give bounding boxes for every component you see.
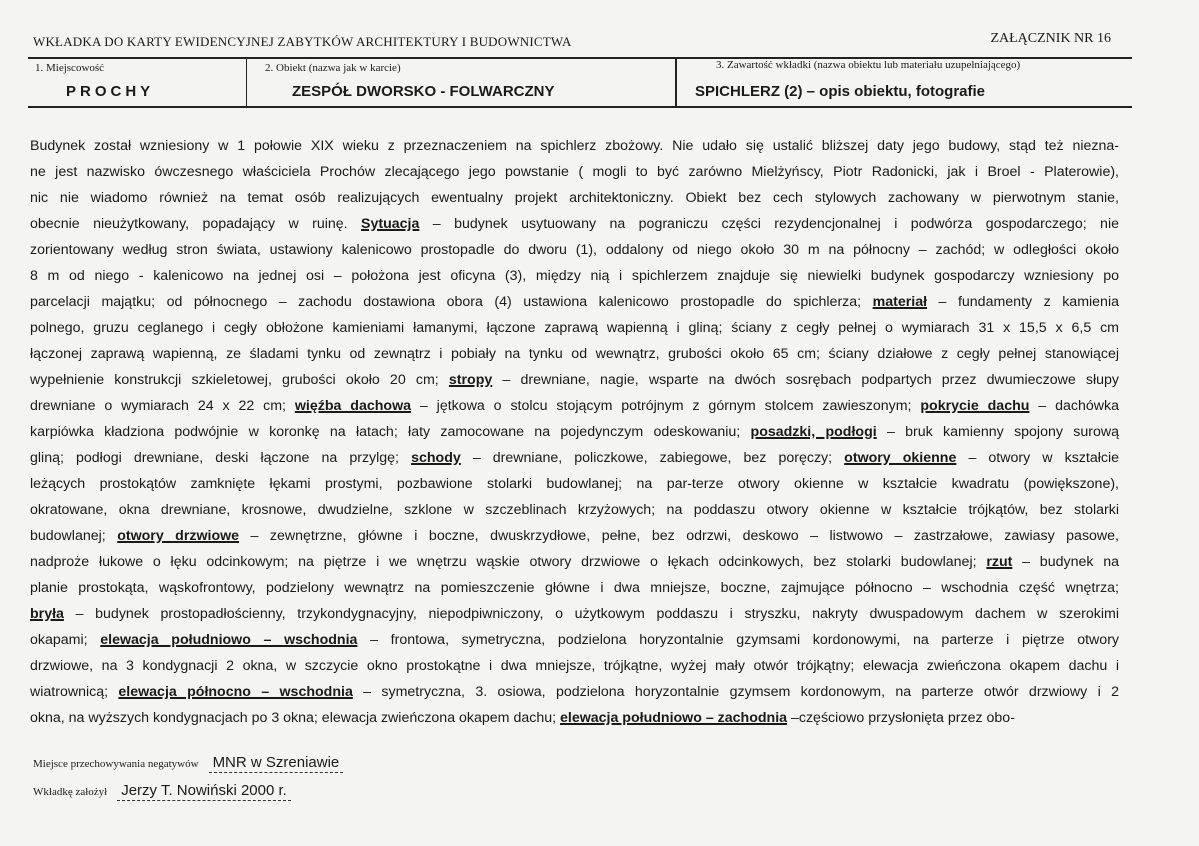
negatives-location-label: Miejsce przechowywania negatywów <box>33 758 199 770</box>
description-text: zorientowany według stron świata, ustawiony kalenicowo prostopadle do dworu (1), oddalony od niego około 30 m na północny – zachód; w odległości około <box>30 242 1119 258</box>
author-value: Jerzy T. Nowiński 2000 r. <box>117 782 291 801</box>
section-keyword: rzut <box>986 554 1013 570</box>
description-line <box>30 393 1119 419</box>
section-keyword: bryła <box>30 606 64 622</box>
description-text: – budynek na <box>1012 554 1120 570</box>
description-line <box>30 159 1119 185</box>
description-text: okna, na wyższych kondygnacjach po 3 okna; elewacja zwieńczona okapem dachu; <box>30 710 560 726</box>
description-text: – drewniane, nagie, wsparte na dwóch sosrębach podpartych przez dwumieczowe słupy <box>492 372 1119 388</box>
negatives-location-value: MNR w Szreniawie <box>209 754 344 773</box>
section-keyword: otwory okienne <box>844 450 957 466</box>
description-line <box>30 263 1119 289</box>
description-text: – budynek usytuowany na pograniczu części rezydencjonalnej i podwórza gospodarczego; nie <box>419 216 1119 232</box>
description-text: –częściowo przysłonięta przez obo- <box>787 710 1015 726</box>
description-line <box>30 289 1119 315</box>
description-line <box>30 315 1119 341</box>
section-keyword: pokrycie dachu <box>920 398 1030 414</box>
annex-number: ZAŁĄCZNIK NR 16 <box>990 31 1111 46</box>
description-text: – drewniane, policzkowe, zabiegowe, bez poręczy; <box>460 450 845 466</box>
description-text: gliną; podłogi drewniane, deski łączone na przylgę; <box>30 450 412 466</box>
locality-value: PROCHY <box>66 83 155 100</box>
section-keyword: więźba dachowa <box>294 398 412 414</box>
description-line <box>30 575 1119 601</box>
description-line <box>30 133 1119 159</box>
section-keyword: schody <box>411 450 461 466</box>
description-text: – symetryczna, 3. osiowa, podzielona horyzontalnie gzymsem kordonowym, na parterze otwór drzwiowy i 2 <box>352 684 1119 700</box>
description-text: drewniane o wymiarach 24 x 22 cm; <box>30 398 295 414</box>
description-line <box>30 419 1119 445</box>
description-text: nic nie wiadomo również na temat osób realizujących ewentualny projekt architektoniczny. Obiekt bez cech stylowych zachowany w pierwotnym stanie, <box>30 190 1119 206</box>
description-text: okratowane, okna drewniane, krosnowe, dwudzielne, szklone w szczeblinach krzyżowych; na poddaszu otwory okienne w kształcie trójkątów, bez stolarki <box>30 502 1119 518</box>
description-text: drzwiowe, na 3 kondygnacji 2 okna, w szczycie okno prostokątne i dwa mniejsze, trójkątne, wyżej mały otwór trójkątny; elewacja zwieńczona okapem dachu i <box>30 658 1119 674</box>
description-line <box>30 367 1119 393</box>
description-text: budowlanej; <box>30 528 118 544</box>
section-keyword: otwory drzwiowe <box>117 528 240 544</box>
description-line <box>30 705 1119 731</box>
description-line <box>30 445 1119 471</box>
description-line <box>30 185 1119 211</box>
section-keyword: Sytuacja <box>361 216 420 232</box>
description-text: parcelacji majątku; od północnego – zachodu dostawiona obora (4) ustawiona kalenicowo prostopadle do spichlerza; <box>30 294 873 310</box>
negatives-location-row <box>33 754 343 772</box>
description-text: wiatrownicą; <box>30 684 119 700</box>
section-keyword: materiał <box>872 294 928 310</box>
description-line <box>30 341 1119 367</box>
description-text: 8 m od niego - kalenicowo na jednej osi – położona jest oficyna (3), między nią i spichlerzem znajduje się niewielki budynek gospodarczy wzniesiony po <box>30 268 1119 284</box>
author-row <box>33 782 291 800</box>
insert-card-title: WKŁADKA DO KARTY EWIDENCYJNEJ ZABYTKÓW ARCHITEKTURY I BUDOWNICTWA <box>33 34 572 49</box>
description-text: nadproże łukowe o łęku odcinkowym; na piętrze i we wnętrzu wąskie otwory drzwiowe o łękach odcinkowych, bez stolarki budowlanej; <box>30 554 987 570</box>
object-description <box>30 133 1119 731</box>
description-line <box>30 601 1119 627</box>
description-line <box>30 653 1119 679</box>
description-text: – bruk kamienny spojony surową <box>876 424 1119 440</box>
description-line <box>30 237 1119 263</box>
description-line <box>30 679 1119 705</box>
description-text: karpiówka kładziona podwójnie w koronkę na łatach; łaty zamocowane na pojedynczym odeskowaniu; <box>30 424 751 440</box>
description-text: – frontowa, symetryczna, podzielona horyzontalnie gzymsami kordonowymi, na parterze i piętrze otwory <box>357 632 1120 648</box>
description-line <box>30 497 1119 523</box>
content-value: SPICHLERZ (2) – opis obiektu, fotografie <box>695 83 986 100</box>
description-text: – dachówka <box>1029 398 1119 414</box>
locality-label: 1. Miejscowość <box>35 62 105 74</box>
description-text: – otwory w kształcie <box>956 450 1119 466</box>
description-text: – zewnętrzne, główne i boczne, dwuskrzydłowe, pełne, bez odrzwi, deskowo – listwowo – zastrzałowe, zawiasy pasowe, <box>239 528 1120 544</box>
description-text: obecnie nieużytkowany, popadający w ruinę. <box>30 216 362 232</box>
description-text: – fundamenty z kamienia <box>927 294 1119 310</box>
description-line <box>30 471 1119 497</box>
description-text: łączonej zaprawą wapienną, ze śladami tynku od zewnątrz i pobiały na tynku od wewnątrz, grubości około 65 cm; ściany działowe z cegły pełnej stanowiącej <box>30 346 1119 362</box>
description-text: okapami; <box>30 632 101 648</box>
section-keyword: stropy <box>448 372 493 388</box>
author-label: Wkładkę założył <box>33 786 108 798</box>
description-text: planie prostokąta, wąskofrontowy, podzielony wewnątrz na pomieszczenie główne i dwa mniejsze, boczne, zajmujące północno – wschodnia część wnętrza; <box>30 580 1119 596</box>
field-divider <box>675 58 677 108</box>
object-label: 2. Obiekt (nazwa jak w karcie) <box>265 62 401 74</box>
section-keyword: elewacja południowo – zachodnia <box>559 710 788 726</box>
description-line <box>30 523 1119 549</box>
description-text: ne jest nazwisko ówczesnego właściciela Prochów zlecającego jego powstanie ( mogli to być zarówno Mielżyńscy, Piotr Radonicki, jak i Broel - Platerowie), <box>30 164 1119 180</box>
description-line <box>30 211 1119 237</box>
description-text: wypełnienie konstrukcji szkieletowej, grubości około 20 cm; <box>30 372 449 388</box>
description-text: Budynek został wzniesiony w 1 połowie XIX wieku z przeznaczeniem na spichlerz zbożowy. Nie udało się ustalić bliższej daty jego budowy, stąd też niezna- <box>30 138 1119 154</box>
header-bottom-rule <box>28 106 1132 108</box>
section-keyword: posadzki, podłogi <box>750 424 877 440</box>
object-value: ZESPÓŁ DWORSKO - FOLWARCZNY <box>292 83 555 100</box>
description-text: – budynek prostopadłościenny, trzykondygnacyjny, niepodpiwniczony, o użytkowym poddaszu i stryszku, nakryty dwuspadowym dachem w szerokimi <box>63 606 1119 622</box>
field-divider <box>246 58 247 108</box>
description-text: polnego, gruzu ceglanego i cegły obłożone kamieniami łamanymi, łączone zaprawą wapienną i gliną; ściany z cegły pełnej o wymiarach 31 x 15,5 x 6,5 cm <box>30 320 1119 336</box>
description-text: – jętkowa o stolcu stojącym potrójnym z górnym stolcem zawieszonym; <box>411 398 921 414</box>
description-text: leżących prostokątów zamknięte łękami prostymi, pozbawione stolarki budowlanej; na par-terze otwory okienne w kształcie kwadratu (powiększone), <box>30 476 1119 492</box>
section-keyword: elewacja południowo – wschodnia <box>100 632 358 648</box>
description-line <box>30 627 1119 653</box>
section-keyword: elewacja północno – wschodnia <box>118 684 353 700</box>
content-label: 3. Zawartość wkładki (nazwa obiektu lub materiału uzupełniającego) <box>716 59 1021 71</box>
description-line <box>30 549 1119 575</box>
